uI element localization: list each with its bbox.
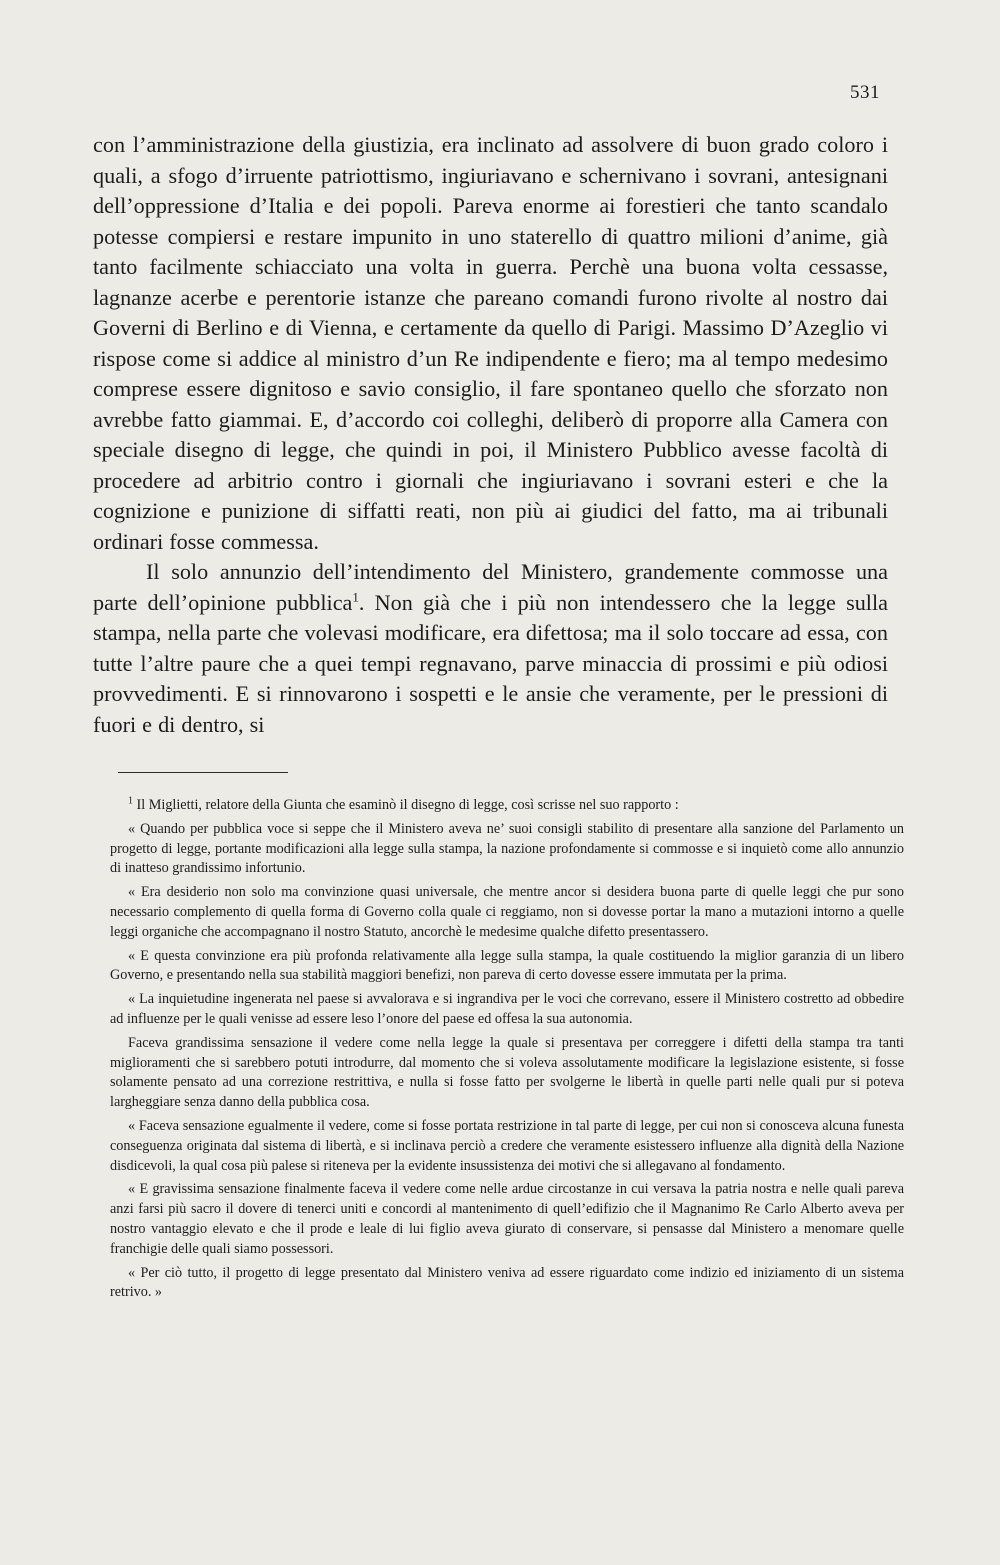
body-paragraph-2-text-end: . Non già che i più non intendessero che la legge sulla stampa, nella parte che volevasi modificare, era difettosa; ma il solo toccare ad essa, con tutte l’altre paure che a quei tempi regnavano, parve minaccia di prossimi e più odiosi provvedimenti. E si rinnovarono i sospetti e le ansie che veramente, per le pressioni di fuori e di dentro, si (93, 589, 888, 737)
footnote-paragraph: « La inquietudine ingenerata nel paese si avvalorava e si ingrandiva per le voci che correvano, essere il Ministero costretto ad obbedire ad influenze per le quali venisse ad essere leso l’onore del paese ed offesa la sua autonomia. (110, 991, 904, 1027)
footnote-paragraph: Faceva grandissima sensazione il vedere come nella legge la quale si presentava per correggere i difetti della stampa tra tanti miglioramenti che si sarebbero potuti introdurre, dal momento che si voleva assolutamente modificare la legislazione esistente, si fosse solamente pensato ad una correzione restrittiva, e nulla si fosse fatto per svolgerne le libertà in quelle parti nelle quali pur si poteva largheggiare senza danno della pubblica cosa. (110, 1034, 904, 1111)
body-paragraph-1: con l’amministrazione della giustizia, era inclinato ad assolvere di buon grado coloro i quali, a sfogo d’irruente patriottismo, ingiuriavano e schernivano i sovrani, antesignani dell’oppressione d’Italia e dei popoli. Pareva enorme ai forestieri che tanto scandalo potesse compiersi e restare impunito in uno staterello di quattro milioni d’anime, già tanto facilmente schiacciato una volta in guerra. Perchè una buona volta cessasse, lagnanze acerbe e perentorie istanze che pareano comandi furono rivolte al nostro dai Governi di Berlino e di Vienna, e certamente da quello di Parigi. Massimo D’Azeglio vi rispose come si addice al ministro d’un Re indipendente e fiero; ma al tempo medesimo comprese essere dignitoso e savio consiglio, il fare spontaneo quello che sforzato non avrebbe fatto giammai. E, d’accordo coi colleghi, deliberò di proporre alla Camera con speciale disegno di legge, che quindi in poi, il Ministero Pubblico avesse facoltà di procedere ad arbitrio contro i giornali che ingiuriavano i sovrani esteri e che la cognizione e punizione di siffatti reati, non più ai giudici del fatto, ma ai tribunali ordinari fosse commessa. (93, 132, 888, 554)
footnote-reference: 1 (352, 589, 359, 605)
footnote-paragraph: « E questa convinzione era più profonda relativamente alla legge sulla stampa, la quale costituendo la miglior garanzia di un libero Governo, e presentando nella sua stabilità maggiori benefizi, non pareva di certo dovesse essere immutata per la prima. (110, 947, 904, 984)
footnote-block (110, 796, 904, 1307)
footnote-paragraph: « Era desiderio non solo ma convinzione quasi universale, che mentre ancor si desidera buona parte di quelle leggi che pur sono necessario complemento di quella forma di Governo colla quale ci reggiamo, non si dovesse portar la mano a mutazioni intorno a quelle leggi organiche che accompagnano il nostro Statuto, ancorchè le medesime qualche difetto presentassero. (110, 884, 904, 940)
body-paragraph-2 (93, 557, 888, 740)
footnote-intro: Il Miglietti, relatore della Giunta che esaminò il disegno di legge, così scrisse nel suo rapporto : (136, 797, 679, 813)
footnote-mark: 1 (128, 795, 133, 807)
main-text (93, 130, 888, 740)
footnote-paragraph: « Per ciò tutto, il progetto di legge presentato dal Ministero veniva ad essere riguardato come indizio ed iniziamento di un sistema retrivo. » (110, 1264, 904, 1301)
footnote-first-line (110, 796, 904, 816)
body-paragraph-2-text-start: Il solo annunzio dell’intendimento del Ministero, grandemente commosse una parte dell’opinione pubblica (93, 559, 888, 615)
footnote-paragraph: « Quando per pubblica voce si seppe che il Ministero aveva ne’ suoi consigli stabilito di presentare alla sanzione del Parlamento un progetto di legge, portante modificazioni alla legge sulla stampa, la nazione profondamente si commosse e si inquietò come allo annunzio di inatteso grandissimo infortunio. (110, 820, 904, 877)
footnote-paragraph: « E gravissima sensazione finalmente faceva il vedere come nelle ardue circostanze in cui versava la patria nostra e nelle quali pareva anzi farsi più sacro il dovere di tenerci uniti e concordi al mantenimento di quell’edifizio che il Magnanimo Re Carlo Alberto aveva per nostro vantaggio elevato e che il prode e leale di lui figlio aveva giurato di conservare, si pensasse dal Ministero a menomare quelle franchigie delle quali siamo possessori. (110, 1181, 904, 1257)
page-number: 531 (850, 82, 880, 103)
footnote-separator (118, 772, 288, 773)
footnote-paragraph: « Faceva sensazione egualmente il vedere, come si fosse portata restrizione in tal parte di legge, per cui non si conosceva alcuna funesta conseguenza originata dal sistema di libertà, e si inclinava perciò a credere che veramente esistessero influenze alla dignità della Nazione disdicevoli, la qual cosa più palese si riteneva per la evidente insussistenza dei motivi che si allegavano al fondamento. (110, 1117, 904, 1174)
